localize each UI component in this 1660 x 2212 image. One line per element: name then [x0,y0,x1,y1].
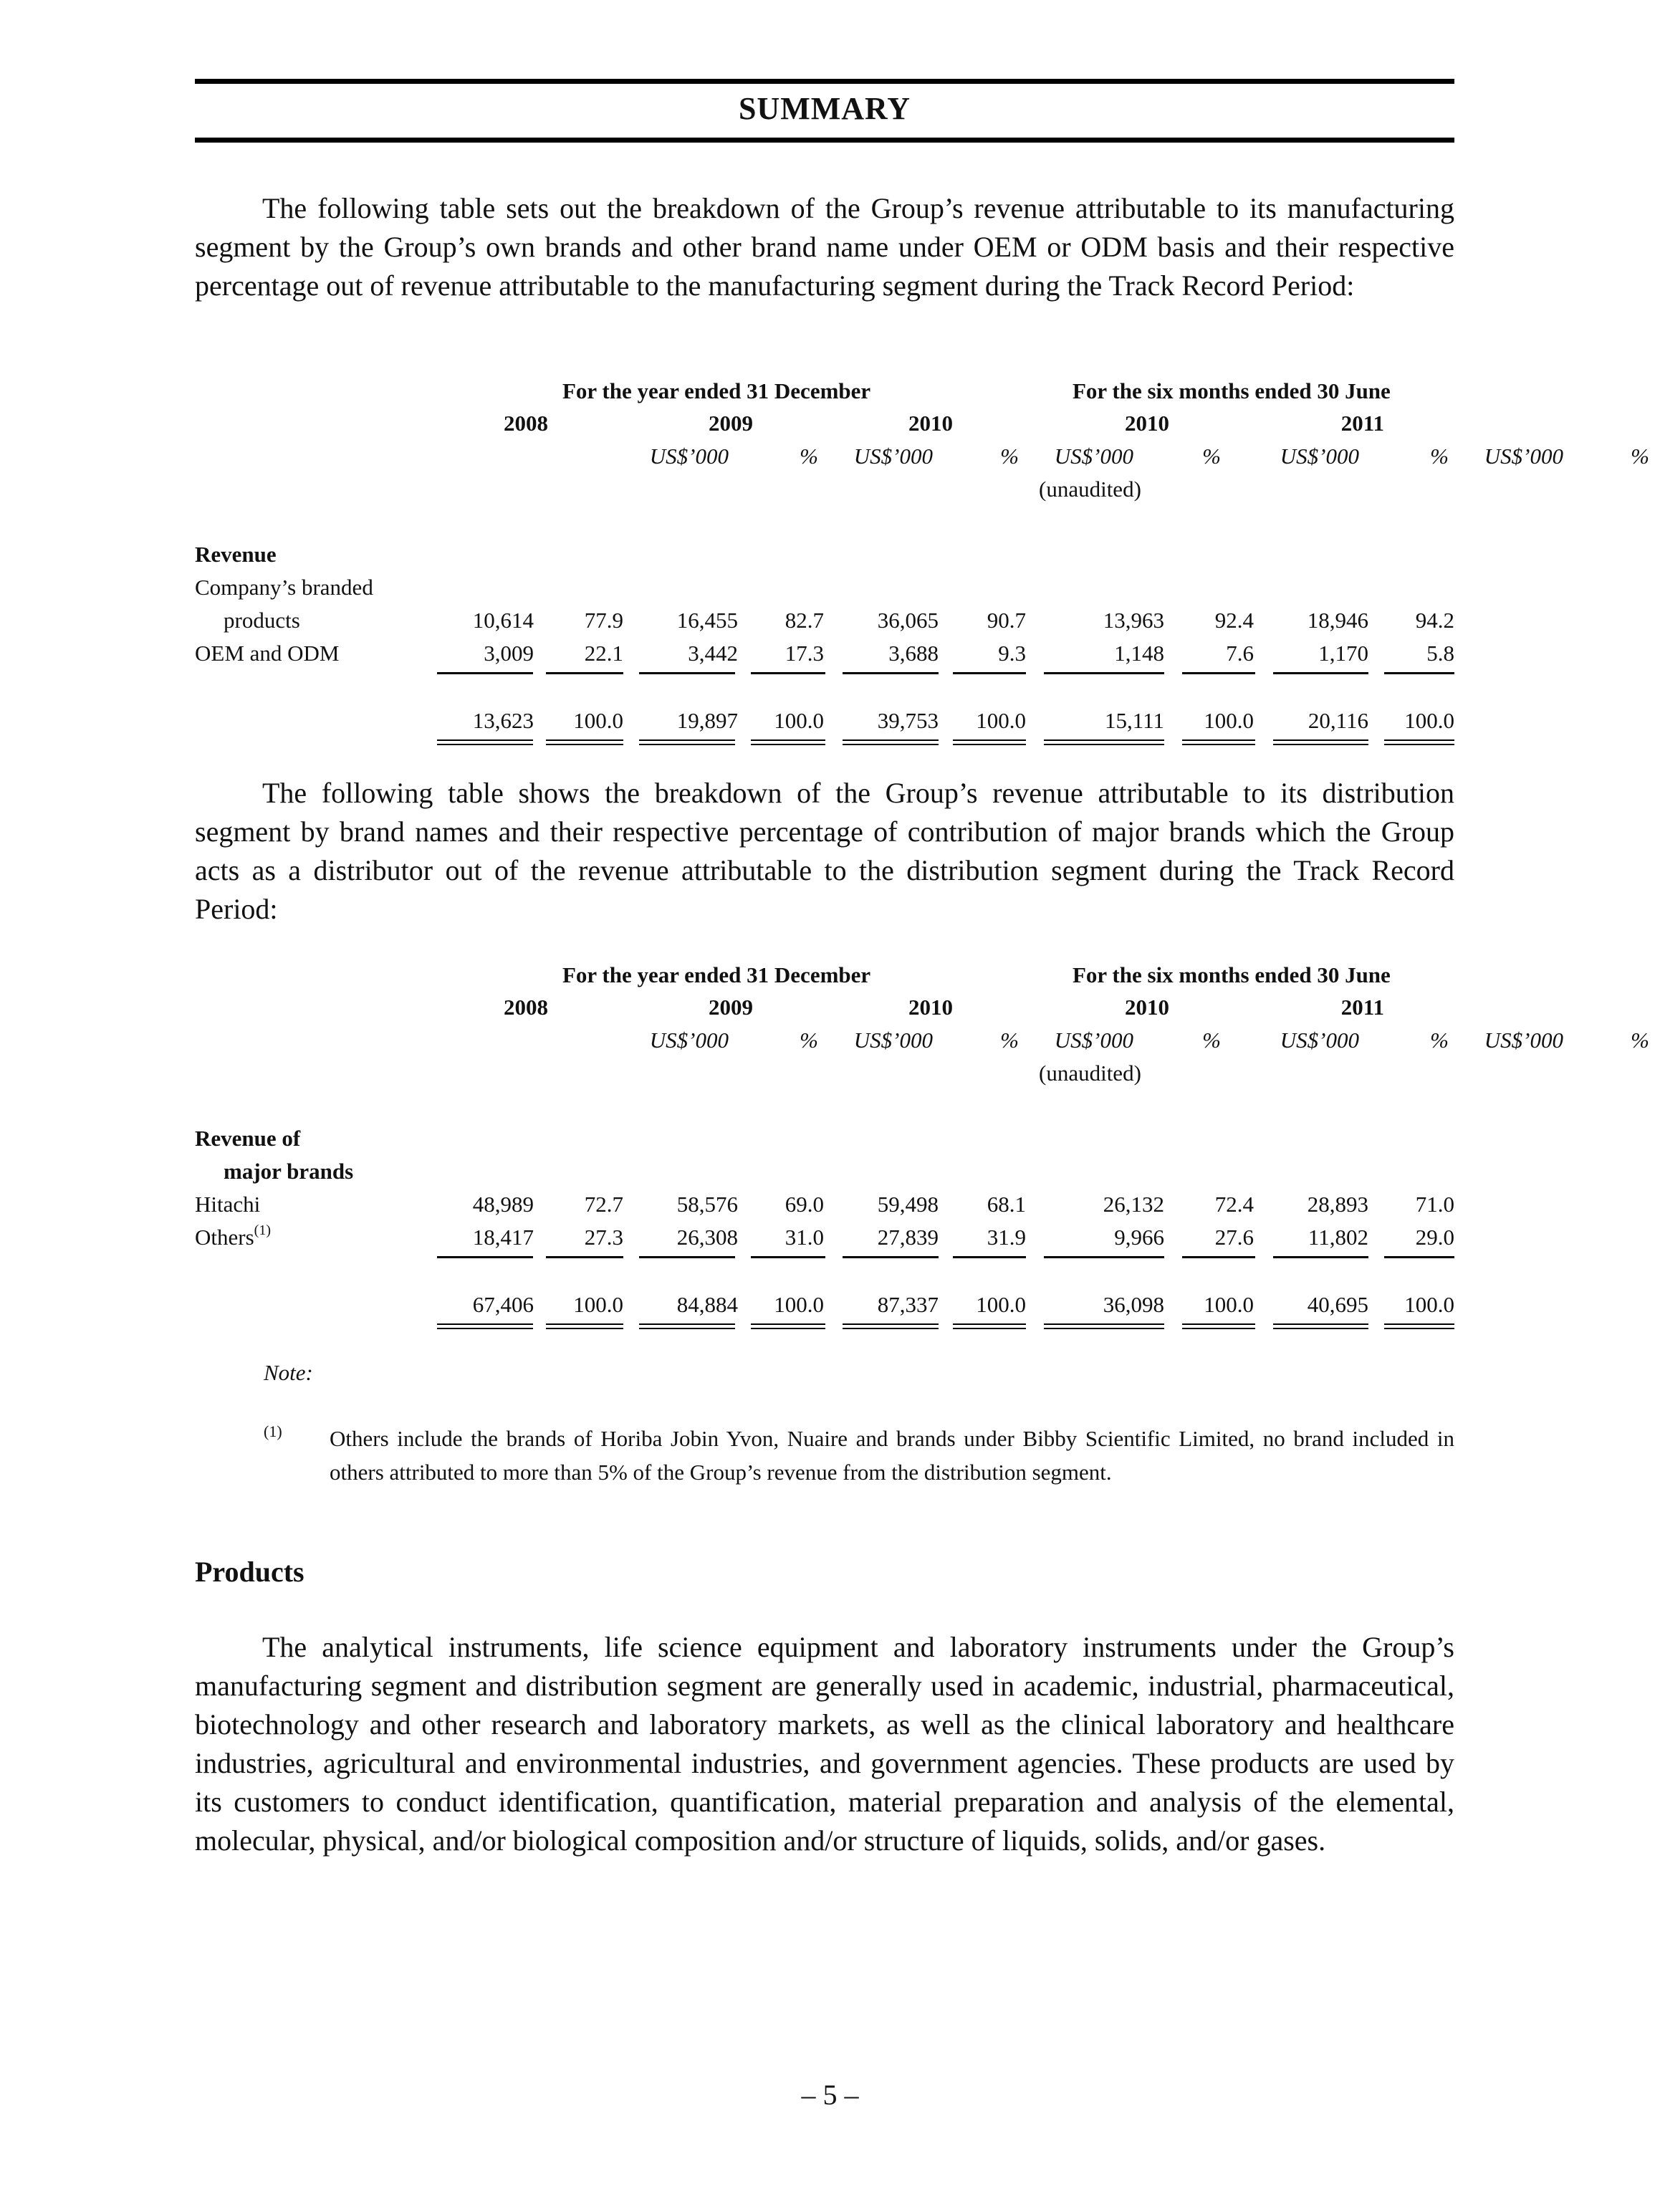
subtotal-underline [953,672,1026,674]
total-double-underline [953,1323,1026,1325]
subtotal-underline [546,1256,623,1258]
cell: 71.0 [1415,1192,1454,1217]
cell: 100.0 [976,1292,1026,1317]
cell: 48,989 [472,1192,534,1217]
cell: 29.0 [1415,1225,1454,1250]
cell: 18,946 [1307,608,1368,633]
total-double-underline [751,739,825,741]
cell: 100.0 [573,708,623,733]
cell: 11,802 [1308,1225,1368,1250]
total-double-underline [843,739,939,741]
subtotal-underline [953,1256,1026,1258]
subtotal-underline [843,1256,939,1258]
cell: 92.4 [1214,608,1254,633]
subtotal-underline [546,672,623,674]
subtotal-underline [639,672,735,674]
subtotal-underline [751,1256,825,1258]
cell: 36,065 [877,608,939,633]
cell: 100.0 [1204,708,1254,733]
header-top-rule [195,79,1454,84]
cell: 28,893 [1307,1192,1368,1217]
intro-distribution-paragraph [195,774,1454,929]
page-title: SUMMARY [738,91,911,126]
year-2009: 2009 [709,995,753,1020]
unit-pct: % [1000,444,1019,469]
cell: 94.2 [1415,608,1454,633]
cell: 100.0 [1404,708,1454,733]
header-six-months-group: For the six months ended 30 June [1073,378,1391,403]
year-2011-six-months: 2011 [1340,995,1384,1020]
header-bottom-rule [195,138,1454,143]
cell: 3,442 [688,641,738,666]
total-double-underline [1044,739,1164,741]
cell: 15,111 [1105,708,1164,733]
unit-pct: % [1631,1028,1649,1053]
cell: 58,576 [676,1192,738,1217]
cell: 16,455 [676,608,738,633]
cell: 84,884 [676,1292,738,1317]
unaudited-label: (unaudited) [1039,1060,1141,1086]
cell: 27,839 [877,1225,939,1250]
cell: 27.3 [584,1225,623,1250]
section-label-line1: Revenue of [195,1126,301,1151]
cell: 82.7 [785,608,824,633]
unaudited-label: (unaudited) [1039,477,1141,502]
unit-usd: US$’000 [649,1028,729,1053]
total-double-underline [1273,739,1368,741]
row-label-branded-line2: products [224,608,300,633]
row-label-branded-line1: Company’s branded [195,575,373,600]
cell: 100.0 [976,708,1026,733]
cell: 3,009 [484,641,534,666]
header-six-months-group: For the six months ended 30 June [1073,962,1391,987]
cell: 100.0 [1204,1292,1254,1317]
unit-pct: % [800,1028,818,1053]
subtotal-underline [1273,672,1368,674]
footnote-ref: (1) [254,1222,271,1238]
subtotal-underline [639,1256,735,1258]
total-double-underline [546,739,623,741]
year-2010: 2010 [908,995,953,1020]
row-label-others [195,1222,271,1250]
year-2009: 2009 [709,411,753,436]
year-2011-six-months: 2011 [1340,411,1384,436]
cell: 36,098 [1103,1292,1164,1317]
cell: 1,170 [1318,641,1368,666]
note-label: Note: [264,1360,313,1385]
unit-header-row [195,1028,1649,1060]
cell: 72.7 [584,1192,623,1217]
row-label-oem-odm: OEM and ODM [195,641,340,666]
cell: 72.4 [1214,1192,1254,1217]
cell: 69.0 [785,1192,824,1217]
subtotal-underline [1273,1256,1368,1258]
subtotal-underline [1384,672,1454,674]
cell: 59,498 [877,1192,939,1217]
cell: 22.1 [584,641,623,666]
cell: 100.0 [573,1292,623,1317]
cell: 3,688 [888,641,939,666]
cell: 39,753 [877,708,939,733]
paragraph-text: The following table shows the breakdown of the Group’s revenue attributable to its distribution segment by brand names and their respective percentage of contribution of major brands which the Group acts as a distributor out of the revenue attributable to the distribution segment during the Track Record Period: [195,777,1454,925]
cell: 13,963 [1103,608,1164,633]
products-heading: Products [195,1556,304,1588]
subtotal-underline [843,672,939,674]
unit-pct: % [1202,444,1221,469]
total-double-underline [546,1323,623,1325]
subtotal-underline [437,1256,533,1258]
total-double-underline [1384,739,1454,741]
unit-pct: % [800,444,818,469]
unit-usd: US$’000 [1054,1028,1133,1053]
others-label-text: Others [195,1225,254,1250]
table-row-branded [195,608,1454,641]
unit-usd: US$’000 [649,444,729,469]
intro-manufacturing-paragraph [195,189,1454,305]
subtotal-underline [1384,1256,1454,1258]
cell: 100.0 [1404,1292,1454,1317]
total-double-underline [437,739,533,741]
cell: 90.7 [987,608,1026,633]
cell: 10,614 [472,608,534,633]
unit-header-row [195,444,1649,477]
cell: 20,116 [1308,708,1368,733]
paragraph-text: The analytical instruments, life science equipment and laboratory instruments under the Group’s manufacturing segment and distribution segment are generally used in academic, industrial, pharmaceutical, biotechnology and other research and laboratory markets, as well as the clinical laboratory and healthcare industries, agricultural and environmental industries, and government agencies. These products are used by its customers to conduct identification, quantification, material preparation and analysis of the elemental, molecular, physical, and/or biological composition and/or structure of liquids, solids, and/or gases. [195,1631,1454,1857]
unit-pct: % [1631,444,1649,469]
section-label-line2: major brands [224,1159,354,1184]
total-double-underline [1384,1323,1454,1325]
cell: 9,966 [1114,1225,1164,1250]
cell: 26,132 [1103,1192,1164,1217]
cell: 26,308 [676,1225,738,1250]
cell: 100.0 [774,708,824,733]
year-header-row [195,995,1454,1028]
cell: 17.3 [785,641,824,666]
subtotal-underline [1182,672,1255,674]
year-header-row [195,411,1454,444]
total-double-underline [1044,1323,1164,1325]
total-double-underline [639,1323,735,1325]
total-double-underline [1273,1323,1368,1325]
note-marker: (1) [264,1422,282,1440]
total-double-underline [843,1323,939,1325]
cell: 31.9 [987,1225,1026,1250]
cell: 27.6 [1214,1225,1254,1250]
table-row-oem-odm [195,641,1454,674]
unit-pct: % [1430,444,1449,469]
header-year-group: For the year ended 31 December [562,962,871,987]
cell: 77.9 [584,608,623,633]
cell: 13,623 [472,708,534,733]
year-2008: 2008 [504,411,548,436]
subtotal-underline [1182,1256,1255,1258]
cell: 40,695 [1307,1292,1368,1317]
year-2010: 2010 [908,411,953,436]
unit-usd: US$’000 [853,1028,933,1053]
cell: 19,897 [676,708,738,733]
unit-pct: % [1000,1028,1019,1053]
note-text: Others include the brands of Horiba Jobin Yvon, Nuaire and brands under Bibby Scientific Limited, no brand included in others attributed to more than 5% of the Group’s revenue from the distribution segment. [330,1426,1454,1485]
cell: 7.6 [1226,641,1254,666]
unit-pct: % [1202,1028,1221,1053]
total-double-underline [953,739,1026,741]
paragraph-text: The following table sets out the breakdown of the Group’s revenue attributable to its manufacturing segment by the Group’s own brands and other brand name under OEM or ODM basis and their respective percentage out of revenue attributable to the manufacturing segment during the Track Record Period: [195,192,1454,302]
subtotal-underline [751,672,825,674]
products-paragraph [195,1628,1454,1860]
year-2008: 2008 [504,995,548,1020]
unit-usd: US$’000 [1280,444,1359,469]
cell: 5.8 [1426,641,1454,666]
unit-usd: US$’000 [1280,1028,1359,1053]
subtotal-underline [1044,1256,1164,1258]
year-2010-six-months: 2010 [1125,411,1169,436]
cell: 9.3 [998,641,1026,666]
unit-usd: US$’000 [853,444,933,469]
cell: 18,417 [472,1225,534,1250]
table-row-hitachi [195,1192,1454,1225]
cell: 1,148 [1114,641,1164,666]
section-label-revenue: Revenue [195,542,277,567]
unit-pct: % [1430,1028,1449,1053]
table-row-others [195,1222,1454,1258]
total-double-underline [437,1323,533,1325]
cell: 87,337 [877,1292,939,1317]
table-row-total [195,1292,1454,1325]
total-double-underline [639,739,735,741]
year-2010-six-months: 2010 [1125,995,1169,1020]
total-double-underline [1182,1323,1255,1325]
table-row-total [195,708,1454,741]
total-double-underline [1182,739,1255,741]
subtotal-underline [437,672,533,674]
unit-usd: US$’000 [1054,444,1133,469]
subtotal-underline [1044,672,1164,674]
unit-usd: US$’000 [1484,1028,1563,1053]
cell: 31.0 [785,1225,824,1250]
cell: 67,406 [472,1292,534,1317]
cell: 100.0 [774,1292,824,1317]
total-double-underline [751,1323,825,1325]
unit-usd: US$’000 [1484,444,1563,469]
row-label-hitachi: Hitachi [195,1192,261,1217]
header-year-group: For the year ended 31 December [562,378,871,403]
page-number: – 5 – [801,2079,859,2111]
cell: 68.1 [987,1192,1026,1217]
